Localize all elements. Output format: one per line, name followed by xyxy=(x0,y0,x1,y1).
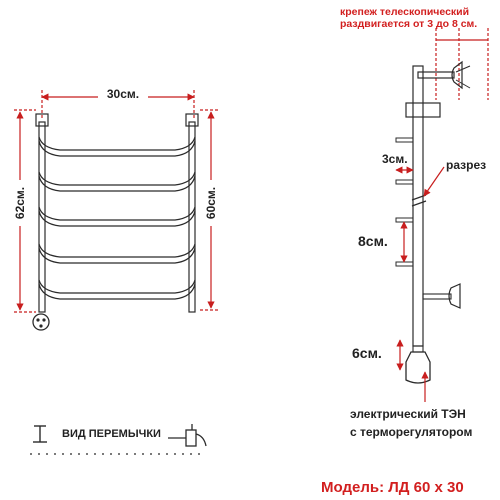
right-height-dimension xyxy=(200,110,219,310)
front-view xyxy=(12,86,219,330)
width-label: 30см. xyxy=(106,87,140,101)
jumper-left-fitting xyxy=(33,426,47,442)
heater-label-line1: электрический ТЭН xyxy=(350,407,466,421)
left-height-label: 62см. xyxy=(13,186,27,220)
width-dimension xyxy=(42,86,194,118)
top-wall-mount xyxy=(406,62,470,117)
heater-label-line2: с терморегулятором xyxy=(350,425,473,439)
jumper-right-fitting xyxy=(168,424,206,446)
telescopic-mount-line2: раздвигается от 3 до 8 см. xyxy=(340,18,478,30)
cut-label: разрез xyxy=(446,158,487,172)
telescopic-mount-line1: крепеж телескопический xyxy=(340,6,470,18)
right-height-label: 60см. xyxy=(204,186,218,220)
towel-rail-frame xyxy=(33,114,198,330)
jumper-label: ВИД ПЕРЕМЫЧКИ xyxy=(62,428,161,440)
offset-label: 3см. xyxy=(382,152,408,166)
heater-depth-dimension xyxy=(352,340,400,370)
bottom-wall-mount xyxy=(423,284,460,308)
side-pipe xyxy=(413,66,423,346)
offset-dimension xyxy=(382,152,413,170)
model-label: Модель: ЛД 60 х 30 xyxy=(321,479,464,496)
side-view xyxy=(340,6,488,439)
heater-depth-label: 6см. xyxy=(352,345,382,361)
spacing-label: 8см. xyxy=(358,233,388,249)
spacing-dimension xyxy=(358,222,404,262)
jumper-view xyxy=(30,424,206,454)
left-height-dimension xyxy=(12,110,36,312)
heater-element xyxy=(406,346,430,383)
